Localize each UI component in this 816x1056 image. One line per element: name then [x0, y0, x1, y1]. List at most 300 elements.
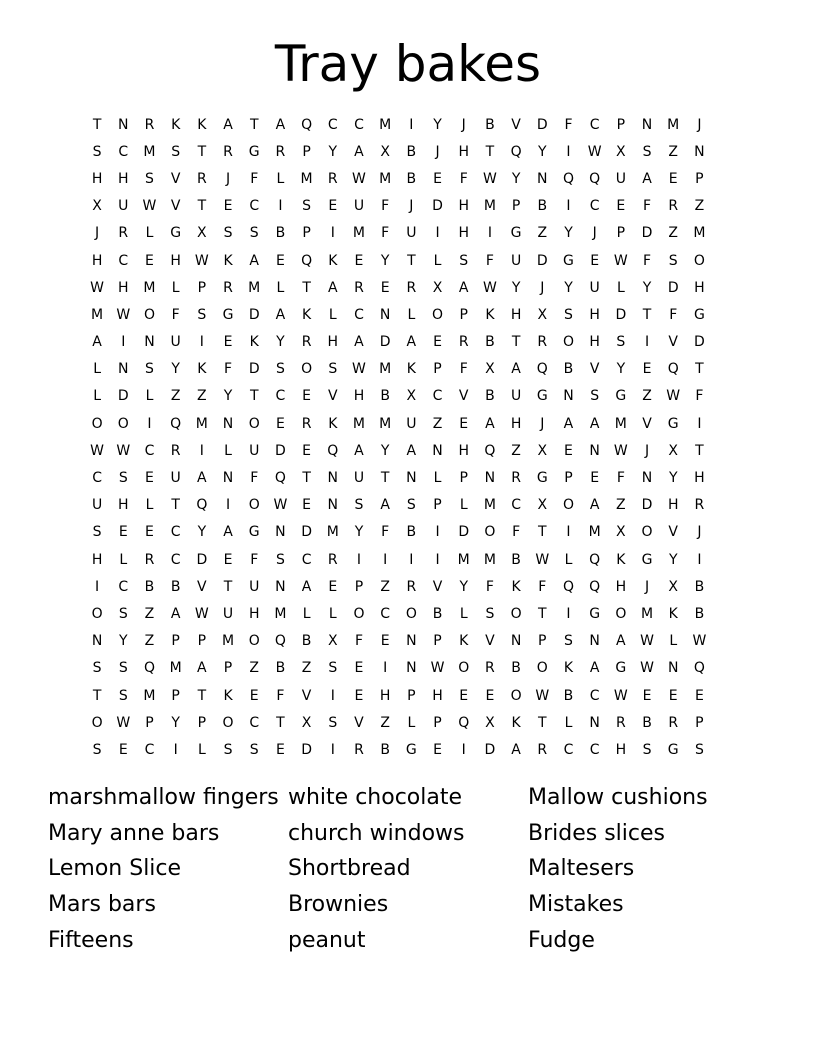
grid-letter[interactable]: Z: [249, 660, 260, 677]
grid-letter[interactable]: S: [302, 198, 312, 215]
grid-letter[interactable]: P: [433, 714, 442, 731]
grid-letter[interactable]: R: [668, 714, 679, 731]
grid-letter[interactable]: X: [616, 143, 626, 160]
grid-letter[interactable]: I: [566, 198, 571, 215]
grid-letter[interactable]: Q: [536, 361, 548, 378]
grid-letter[interactable]: W: [90, 279, 105, 296]
grid-letter[interactable]: P: [197, 714, 207, 731]
grid-letter[interactable]: E: [433, 170, 442, 187]
grid-letter[interactable]: A: [642, 170, 652, 187]
grid-letter[interactable]: X: [485, 714, 495, 731]
grid-letter[interactable]: Z: [511, 442, 521, 459]
grid-letter[interactable]: S: [275, 361, 285, 378]
grid-letter[interactable]: N: [589, 633, 600, 650]
grid-letter[interactable]: N: [118, 116, 129, 133]
grid-letter[interactable]: B: [380, 741, 390, 758]
grid-letter[interactable]: B: [301, 633, 312, 650]
grid-letter[interactable]: M: [379, 116, 392, 133]
grid-letter[interactable]: C: [275, 388, 286, 405]
grid-letter[interactable]: F: [250, 170, 259, 187]
grid-letter[interactable]: B: [275, 660, 286, 677]
grid-letter[interactable]: J: [461, 116, 466, 133]
grid-letter[interactable]: N: [144, 334, 155, 351]
grid-letter[interactable]: N: [563, 388, 574, 405]
grid-letter[interactable]: N: [222, 470, 234, 487]
grid-letter[interactable]: S: [642, 143, 652, 160]
grid-letter[interactable]: Q: [274, 470, 286, 487]
grid-letter[interactable]: Z: [197, 388, 207, 405]
grid-letter[interactable]: B: [170, 578, 181, 595]
grid-letter[interactable]: S: [249, 225, 259, 242]
grid-letter[interactable]: Q: [274, 633, 286, 650]
grid-letter[interactable]: L: [564, 714, 573, 731]
grid-letter[interactable]: R: [537, 741, 548, 758]
grid-letter[interactable]: I: [435, 524, 440, 541]
grid-letter[interactable]: S: [249, 741, 259, 758]
grid-letter[interactable]: U: [353, 470, 365, 487]
grid-letter[interactable]: E: [642, 687, 652, 704]
grid-letter[interactable]: E: [223, 334, 233, 351]
grid-letter[interactable]: J: [435, 143, 440, 160]
grid-letter[interactable]: Z: [380, 578, 390, 595]
grid-letter[interactable]: U: [510, 252, 522, 269]
grid-letter[interactable]: Z: [144, 605, 155, 622]
grid-letter[interactable]: B: [380, 388, 390, 405]
grid-letter[interactable]: S: [485, 605, 495, 622]
grid-letter[interactable]: D: [275, 442, 286, 459]
grid-letter[interactable]: Z: [144, 633, 155, 650]
grid-letter[interactable]: G: [615, 660, 627, 677]
grid-letter[interactable]: U: [170, 470, 181, 487]
grid-letter[interactable]: A: [92, 334, 102, 351]
grid-letter[interactable]: C: [511, 497, 521, 514]
grid-letter[interactable]: F: [538, 578, 547, 595]
grid-letter[interactable]: M: [195, 415, 208, 432]
grid-letter[interactable]: A: [511, 361, 521, 378]
grid-letter[interactable]: H: [91, 252, 103, 269]
grid-letter[interactable]: E: [302, 442, 312, 459]
grid-letter[interactable]: V: [170, 170, 181, 187]
grid-letter[interactable]: C: [589, 198, 600, 215]
grid-letter[interactable]: M: [483, 198, 496, 215]
grid-letter[interactable]: B: [485, 116, 495, 133]
grid-letter[interactable]: U: [406, 415, 417, 432]
grid-letter[interactable]: E: [642, 361, 652, 378]
grid-letter[interactable]: J: [592, 225, 597, 242]
grid-letter[interactable]: M: [457, 551, 470, 568]
grid-letter[interactable]: S: [92, 660, 102, 677]
grid-letter[interactable]: E: [354, 687, 364, 704]
grid-letter[interactable]: R: [694, 497, 705, 514]
grid-letter[interactable]: K: [223, 252, 233, 269]
grid-letter[interactable]: L: [459, 605, 468, 622]
grid-letter[interactable]: A: [354, 442, 364, 459]
grid-letter[interactable]: F: [485, 578, 494, 595]
grid-letter[interactable]: K: [197, 361, 207, 378]
grid-letter[interactable]: M: [143, 143, 156, 160]
grid-letter[interactable]: Q: [484, 442, 496, 459]
grid-letter[interactable]: H: [458, 143, 469, 160]
grid-letter[interactable]: Q: [143, 660, 155, 677]
grid-letter[interactable]: R: [615, 714, 626, 731]
grid-letter[interactable]: R: [406, 279, 417, 296]
grid-letter[interactable]: F: [250, 551, 259, 568]
grid-letter[interactable]: H: [91, 170, 103, 187]
grid-letter[interactable]: Y: [119, 633, 128, 650]
grid-letter[interactable]: X: [616, 524, 626, 541]
grid-letter[interactable]: W: [666, 388, 681, 405]
grid-letter[interactable]: L: [276, 279, 285, 296]
grid-letter[interactable]: M: [221, 633, 235, 650]
grid-letter[interactable]: Q: [458, 714, 470, 731]
grid-letter[interactable]: S: [564, 306, 573, 323]
grid-letter[interactable]: A: [249, 252, 259, 269]
grid-letter[interactable]: T: [380, 470, 390, 487]
grid-letter[interactable]: B: [694, 605, 705, 622]
grid-letter[interactable]: L: [669, 633, 678, 650]
grid-letter[interactable]: Q: [693, 660, 705, 677]
grid-letter[interactable]: T: [197, 143, 207, 160]
grid-letter[interactable]: W: [535, 687, 550, 704]
grid-letter[interactable]: F: [224, 361, 233, 378]
grid-letter[interactable]: C: [589, 687, 600, 704]
grid-letter[interactable]: A: [275, 116, 286, 133]
grid-letter[interactable]: I: [644, 334, 650, 351]
grid-letter[interactable]: O: [510, 605, 522, 622]
grid-letter[interactable]: H: [589, 334, 600, 351]
grid-letter[interactable]: E: [275, 415, 285, 432]
grid-letter[interactable]: N: [484, 470, 496, 487]
grid-letter[interactable]: P: [695, 170, 704, 187]
grid-letter[interactable]: H: [458, 225, 469, 242]
grid-letter[interactable]: O: [248, 497, 260, 514]
grid-letter[interactable]: K: [223, 687, 233, 704]
grid-letter[interactable]: D: [536, 252, 548, 269]
grid-letter[interactable]: E: [223, 198, 233, 215]
grid-letter[interactable]: M: [379, 361, 392, 378]
grid-letter[interactable]: D: [458, 524, 470, 541]
grid-letter[interactable]: Z: [642, 388, 652, 405]
grid-letter[interactable]: Z: [432, 415, 443, 432]
grid-letter[interactable]: M: [352, 225, 366, 242]
grid-letter[interactable]: B: [432, 605, 443, 622]
grid-letter[interactable]: M: [274, 605, 287, 622]
grid-letter[interactable]: H: [589, 306, 600, 323]
grid-letter[interactable]: I: [487, 225, 492, 242]
grid-letter[interactable]: C: [144, 741, 155, 758]
grid-letter[interactable]: R: [537, 334, 548, 351]
grid-letter[interactable]: C: [589, 116, 600, 133]
grid-letter[interactable]: T: [695, 361, 704, 378]
grid-letter[interactable]: L: [407, 714, 416, 731]
grid-letter[interactable]: C: [118, 143, 129, 160]
grid-letter[interactable]: D: [484, 741, 496, 758]
grid-letter[interactable]: T: [538, 714, 547, 731]
grid-letter[interactable]: S: [406, 497, 416, 514]
grid-letter[interactable]: V: [354, 714, 364, 731]
grid-letter[interactable]: Y: [171, 714, 180, 731]
grid-letter[interactable]: R: [668, 198, 679, 215]
grid-letter[interactable]: T: [249, 388, 259, 405]
grid-letter[interactable]: S: [223, 225, 233, 242]
grid-letter[interactable]: L: [459, 497, 468, 514]
grid-letter[interactable]: P: [145, 714, 154, 731]
grid-letter[interactable]: S: [171, 143, 181, 160]
grid-letter[interactable]: Z: [170, 388, 181, 405]
grid-letter[interactable]: R: [196, 170, 207, 187]
grid-letter[interactable]: S: [145, 170, 154, 187]
grid-letter[interactable]: O: [301, 361, 313, 378]
grid-letter[interactable]: W: [273, 497, 288, 514]
grid-letter[interactable]: I: [409, 551, 414, 568]
grid-letter[interactable]: F: [485, 252, 494, 269]
grid-letter[interactable]: S: [275, 551, 285, 568]
grid-letter[interactable]: J: [697, 524, 702, 541]
grid-letter[interactable]: H: [432, 687, 443, 704]
grid-letter[interactable]: O: [562, 497, 574, 514]
grid-letter[interactable]: I: [121, 334, 126, 351]
grid-letter[interactable]: X: [668, 442, 679, 459]
grid-letter[interactable]: N: [510, 633, 522, 650]
grid-letter[interactable]: Y: [380, 442, 390, 459]
grid-letter[interactable]: E: [275, 741, 285, 758]
grid-letter[interactable]: H: [170, 252, 181, 269]
grid-letter[interactable]: A: [511, 741, 521, 758]
grid-letter[interactable]: I: [566, 143, 571, 160]
grid-letter[interactable]: H: [353, 388, 365, 405]
grid-letter[interactable]: T: [538, 524, 547, 541]
grid-letter[interactable]: M: [248, 279, 261, 296]
grid-letter[interactable]: G: [589, 605, 601, 622]
grid-letter[interactable]: M: [483, 551, 496, 568]
grid-letter[interactable]: S: [354, 497, 364, 514]
grid-letter[interactable]: R: [458, 334, 469, 351]
grid-letter[interactable]: Y: [459, 578, 468, 595]
grid-letter[interactable]: E: [354, 660, 364, 677]
grid-letter[interactable]: K: [328, 415, 338, 432]
grid-letter[interactable]: F: [171, 306, 180, 323]
grid-letter[interactable]: R: [144, 116, 155, 133]
grid-letter[interactable]: N: [275, 578, 286, 595]
grid-letter[interactable]: F: [616, 470, 625, 487]
grid-letter[interactable]: E: [118, 524, 128, 541]
grid-letter[interactable]: C: [301, 551, 312, 568]
grid-letter[interactable]: N: [667, 660, 679, 677]
grid-letter[interactable]: W: [352, 361, 366, 378]
grid-letter[interactable]: A: [485, 415, 495, 432]
grid-letter[interactable]: M: [300, 170, 313, 187]
grid-letter[interactable]: E: [249, 687, 259, 704]
grid-letter[interactable]: I: [566, 524, 571, 541]
grid-letter[interactable]: T: [223, 578, 233, 595]
grid-letter[interactable]: L: [328, 306, 337, 323]
grid-letter[interactable]: Y: [616, 361, 626, 378]
grid-letter[interactable]: E: [145, 252, 154, 269]
grid-letter[interactable]: M: [326, 524, 339, 541]
grid-letter[interactable]: O: [405, 605, 417, 622]
grid-letter[interactable]: K: [171, 116, 181, 133]
grid-letter[interactable]: K: [249, 334, 259, 351]
grid-letter[interactable]: L: [224, 442, 232, 459]
grid-letter[interactable]: I: [199, 442, 204, 459]
grid-letter[interactable]: V: [301, 687, 312, 704]
grid-letter[interactable]: S: [564, 633, 573, 650]
grid-letter[interactable]: P: [302, 225, 311, 242]
grid-letter[interactable]: H: [379, 687, 391, 704]
grid-letter[interactable]: B: [485, 388, 495, 405]
grid-letter[interactable]: F: [381, 524, 390, 541]
grid-letter[interactable]: S: [459, 252, 469, 269]
grid-letter[interactable]: T: [642, 306, 652, 323]
grid-letter[interactable]: U: [91, 497, 103, 514]
grid-letter[interactable]: I: [697, 415, 702, 432]
grid-letter[interactable]: Q: [562, 578, 574, 595]
grid-letter[interactable]: E: [459, 687, 469, 704]
grid-letter[interactable]: Q: [562, 170, 574, 187]
grid-letter[interactable]: H: [458, 442, 469, 459]
grid-letter[interactable]: R: [511, 470, 521, 487]
grid-letter[interactable]: Y: [564, 279, 573, 296]
grid-letter[interactable]: H: [91, 551, 103, 568]
grid-letter[interactable]: H: [327, 334, 339, 351]
grid-letter[interactable]: S: [118, 687, 128, 704]
grid-letter[interactable]: Y: [433, 116, 442, 133]
grid-letter[interactable]: S: [694, 741, 704, 758]
grid-letter[interactable]: O: [536, 660, 548, 677]
grid-letter[interactable]: R: [118, 225, 129, 242]
grid-letter[interactable]: P: [171, 633, 180, 650]
grid-letter[interactable]: G: [510, 225, 522, 242]
grid-letter[interactable]: X: [537, 306, 548, 323]
grid-letter[interactable]: B: [537, 198, 548, 215]
grid-letter[interactable]: Q: [589, 551, 601, 568]
grid-letter[interactable]: W: [613, 687, 628, 704]
grid-letter[interactable]: M: [143, 687, 156, 704]
grid-letter[interactable]: V: [458, 388, 469, 405]
grid-letter[interactable]: Q: [589, 170, 601, 187]
grid-letter[interactable]: Q: [170, 415, 182, 432]
grid-letter[interactable]: O: [91, 415, 103, 432]
grid-letter[interactable]: V: [668, 334, 678, 351]
grid-letter[interactable]: P: [616, 225, 626, 242]
grid-letter[interactable]: H: [615, 578, 627, 595]
grid-letter[interactable]: S: [145, 361, 154, 378]
grid-letter[interactable]: Y: [511, 279, 521, 296]
grid-letter[interactable]: E: [302, 388, 312, 405]
grid-letter[interactable]: X: [92, 198, 102, 215]
grid-letter[interactable]: J: [644, 578, 650, 595]
grid-letter[interactable]: G: [641, 551, 653, 568]
grid-letter[interactable]: E: [433, 741, 442, 758]
grid-letter[interactable]: P: [407, 687, 416, 704]
grid-letter[interactable]: T: [92, 116, 102, 133]
grid-letter[interactable]: L: [407, 306, 416, 323]
grid-letter[interactable]: V: [511, 116, 521, 133]
grid-letter[interactable]: Y: [171, 361, 180, 378]
grid-letter[interactable]: P: [171, 687, 180, 704]
grid-letter[interactable]: Q: [589, 578, 601, 595]
grid-letter[interactable]: E: [590, 252, 600, 269]
grid-letter[interactable]: I: [461, 741, 466, 758]
grid-letter[interactable]: N: [641, 116, 653, 133]
grid-letter[interactable]: B: [511, 660, 521, 677]
grid-letter[interactable]: Z: [380, 714, 390, 731]
grid-letter[interactable]: O: [117, 415, 129, 432]
grid-letter[interactable]: Z: [537, 225, 548, 242]
grid-letter[interactable]: S: [223, 741, 233, 758]
grid-letter[interactable]: E: [328, 578, 338, 595]
grid-letter[interactable]: O: [222, 714, 234, 731]
grid-letter[interactable]: E: [668, 687, 678, 704]
grid-letter[interactable]: B: [511, 551, 521, 568]
grid-letter[interactable]: F: [564, 116, 573, 133]
grid-letter[interactable]: L: [276, 170, 285, 187]
grid-letter[interactable]: H: [118, 279, 129, 296]
grid-letter[interactable]: W: [116, 714, 131, 731]
grid-letter[interactable]: M: [614, 415, 627, 432]
grid-letter[interactable]: E: [354, 252, 364, 269]
grid-letter[interactable]: C: [249, 198, 260, 215]
grid-letter[interactable]: X: [432, 279, 443, 296]
grid-letter[interactable]: H: [510, 306, 522, 323]
grid-letter[interactable]: N: [222, 415, 234, 432]
grid-letter[interactable]: O: [510, 687, 522, 704]
grid-letter[interactable]: W: [692, 633, 707, 650]
grid-letter[interactable]: O: [432, 306, 444, 323]
grid-letter[interactable]: G: [667, 415, 679, 432]
grid-letter[interactable]: S: [328, 660, 338, 677]
grid-letter[interactable]: X: [668, 578, 679, 595]
grid-letter[interactable]: V: [485, 633, 495, 650]
grid-letter[interactable]: X: [406, 388, 417, 405]
grid-letter[interactable]: F: [381, 198, 390, 215]
grid-letter[interactable]: W: [613, 252, 628, 269]
grid-letter[interactable]: S: [668, 252, 678, 269]
grid-letter[interactable]: U: [353, 198, 365, 215]
grid-letter[interactable]: W: [535, 551, 550, 568]
grid-letter[interactable]: N: [589, 714, 600, 731]
grid-letter[interactable]: C: [432, 388, 443, 405]
grid-letter[interactable]: L: [328, 605, 337, 622]
grid-letter[interactable]: J: [697, 116, 702, 133]
grid-letter[interactable]: K: [302, 306, 312, 323]
grid-letter[interactable]: S: [328, 714, 338, 731]
grid-letter[interactable]: V: [589, 361, 600, 378]
grid-letter[interactable]: Y: [276, 334, 285, 351]
grid-letter[interactable]: V: [197, 578, 207, 595]
grid-letter[interactable]: A: [563, 415, 574, 432]
grid-letter[interactable]: K: [197, 116, 207, 133]
grid-letter[interactable]: A: [197, 660, 207, 677]
grid-letter[interactable]: C: [354, 306, 364, 323]
grid-letter[interactable]: W: [90, 442, 105, 459]
grid-letter[interactable]: A: [380, 497, 390, 514]
grid-letter[interactable]: N: [537, 170, 548, 187]
grid-letter[interactable]: A: [406, 442, 417, 459]
grid-letter[interactable]: N: [694, 143, 705, 160]
grid-letter[interactable]: F: [643, 198, 652, 215]
grid-letter[interactable]: K: [459, 633, 469, 650]
grid-letter[interactable]: K: [668, 605, 678, 622]
grid-letter[interactable]: G: [248, 524, 260, 541]
grid-letter[interactable]: I: [435, 551, 440, 568]
grid-letter[interactable]: I: [278, 198, 283, 215]
grid-letter[interactable]: D: [641, 225, 653, 242]
grid-letter[interactable]: D: [117, 388, 129, 405]
grid-letter[interactable]: U: [249, 578, 260, 595]
grid-letter[interactable]: L: [433, 252, 442, 269]
grid-letter[interactable]: C: [563, 741, 574, 758]
